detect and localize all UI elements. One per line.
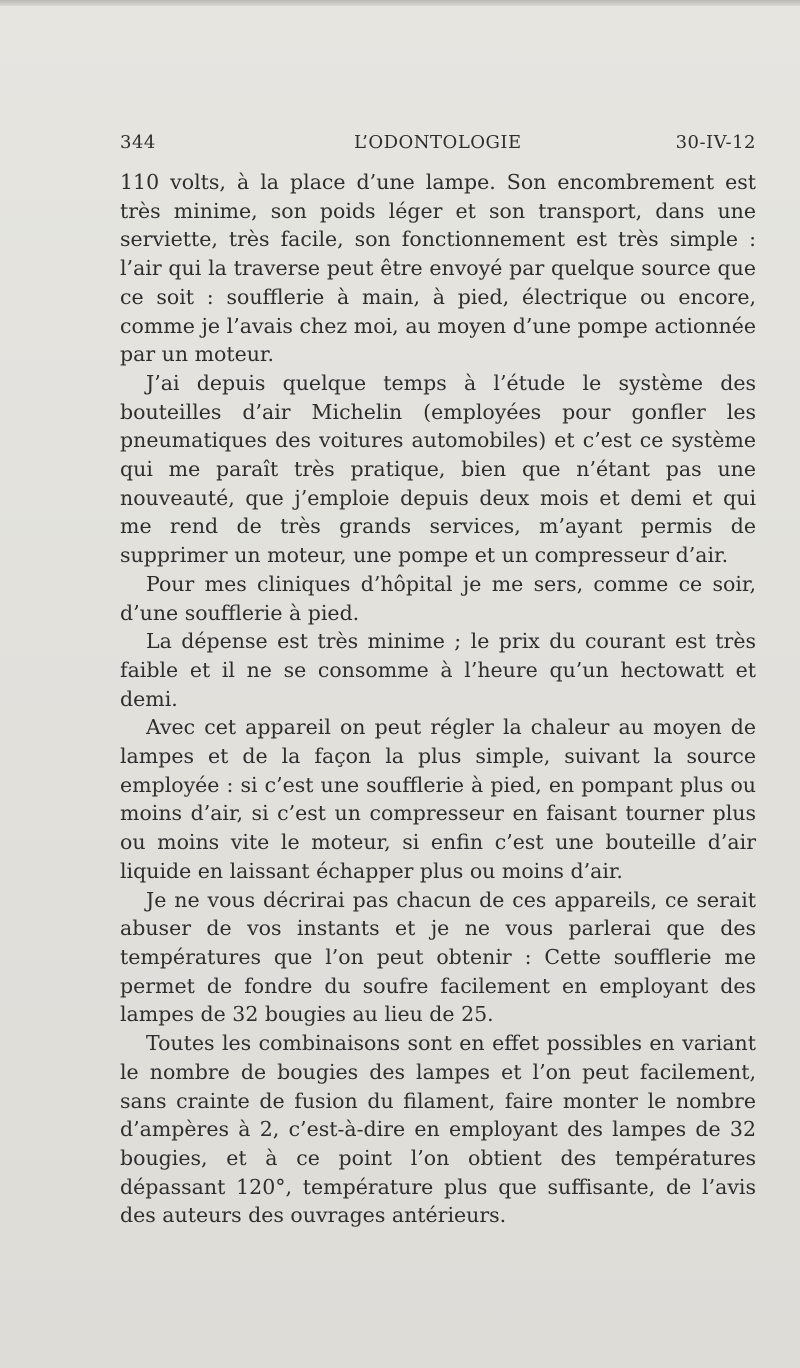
journal-title: L’ODONTOLOGIE [354, 132, 522, 153]
paragraph: Pour mes cliniques d’hôpital je me sers, comme ce soir, d’une soufflerie à pied. [120, 571, 756, 625]
page-number: 344 [120, 132, 156, 153]
paragraph: J’ai depuis quelque temps à l’étude le système des bouteilles d’air Michelin (employées pour gonfler les pneumatiques des voitures automobiles) et c’est ce système qui me paraît très pratique, bien que n’étant pas une nouveauté, que j’emploie depuis deux mois et demi et qui me rend de très grands services, m’ayant permis de supprimer un moteur, une pompe et un compresseur d’air. [120, 370, 756, 568]
paragraph: La dépense est très minime ; le prix du courant est très faible et il ne se consomme à l’heure qu’un hectowatt et demi. [120, 629, 756, 711]
page-top-edge [0, 0, 800, 6]
paragraph: Avec cet appareil on peut régler la chaleur au moyen de lampes et de la façon la plus simple, suivant la source employée : si c’est une soufflerie à pied, en pompant plus ou moins d’air, si c’est un compresseur en faisant tourner plus ou moins vite le moteur, si enfin c’est une bouteille d’air liquide en laissant échapper plus ou moins d’air. [120, 715, 756, 883]
body-text [120, 168, 756, 1230]
paragraph-continued: 110 volts, à la place d’une lampe. Son encombrement est très minime, son poids léger et son transport, dans une serviette, très facile, son fonctionnement est très simple : l’air qui la traverse peut être envoyé par quelque source que ce soit : soufflerie à main, à pied, électrique ou encore, comme je l’avais chez moi, au moyen d’une pompe actionnée par un moteur. [120, 170, 756, 367]
running-head [120, 128, 756, 158]
issue-date: 30-IV-12 [675, 132, 756, 153]
paragraph: Toutes les combinaisons sont en effet possibles en variant le nombre de bougies des lampes et l’on peut facilement, sans crainte de fusion du filament, faire monter le nombre d’ampères à 2, c’est-à-dire en employant des lampes de 32 bougies, et à ce point l’on obtient des températures dépassant 120°, température plus que suffisante, de l’avis des auteurs des ouvrages antérieurs. [120, 1031, 756, 1228]
paragraph: Je ne vous décrirai pas chacun de ces appareils, ce serait abuser de vos instants et je ne vous parlerai que des températures que l’on peut obtenir : Cette soufflerie me permet de fondre du soufre facilement en employant des lampes de 32 bougies au lieu de 25. [120, 887, 756, 1027]
